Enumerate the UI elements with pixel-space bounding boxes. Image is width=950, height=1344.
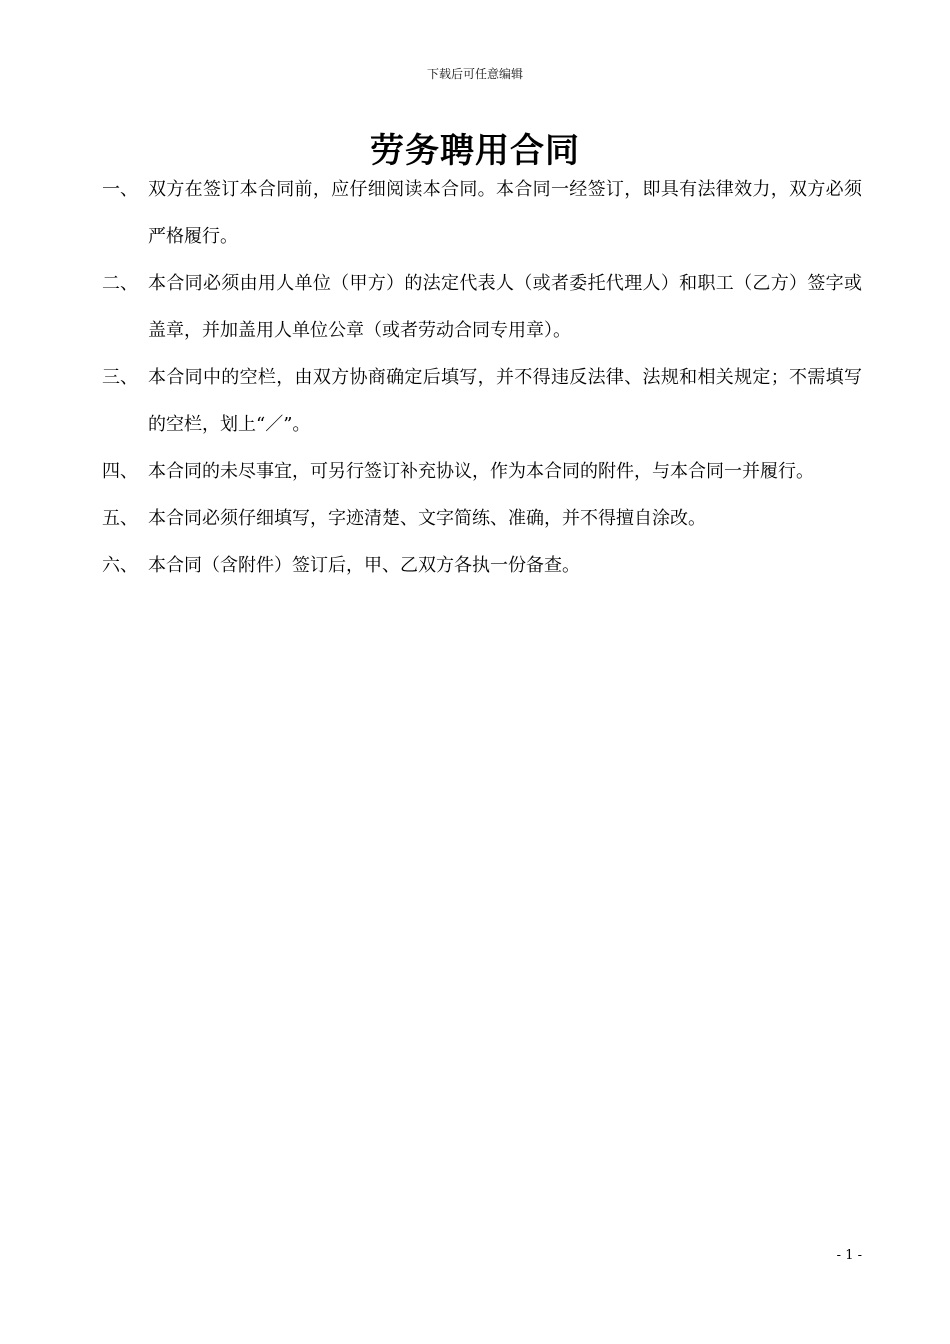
clause-item (102, 495, 862, 542)
page-number: - 1 - (836, 1248, 862, 1263)
clause-text: 双方在签订本合同前，应仔细阅读本合同。本合同一经签订，即具有法律效力，双方必须严格履行。 (148, 179, 862, 247)
clause-number: 二、 (102, 273, 138, 294)
clause-text: 本合同中的空栏，由双方协商确定后填写，并不得违反法律、法规和相关规定；不需填写的空栏，划上“／”。 (148, 367, 862, 435)
clause-number: 六、 (102, 555, 138, 576)
clause-text: 本合同必须由用人单位（甲方）的法定代表人（或者委托代理人）和职工（乙方）签字或盖章，并加盖用人单位公章（或者劳动合同专用章）。 (148, 273, 862, 341)
header-note: 下载后可任意编辑 (426, 67, 523, 81)
clause-text: 本合同必须仔细填写，字迹清楚、文字简练、准确，并不得擅自涂改。 (148, 508, 706, 529)
clause-number: 三、 (102, 367, 138, 388)
clause-number: 四、 (102, 461, 138, 482)
clause-text: 本合同的未尽事宜，可另行签订补充协议，作为本合同的附件，与本合同一并履行。 (148, 461, 814, 482)
clause-item (102, 448, 862, 495)
page-title: 劳务聘用合同 (370, 131, 580, 171)
clause-text: 本合同（含附件）签订后，甲、乙双方各执一份备查。 (148, 555, 580, 576)
clause-item (102, 354, 862, 448)
clause-list (102, 166, 862, 589)
clause-number: 一、 (102, 179, 138, 200)
clause-item (102, 166, 862, 260)
clause-number: 五、 (102, 508, 138, 529)
clause-item (102, 542, 862, 589)
clause-item (102, 260, 862, 354)
